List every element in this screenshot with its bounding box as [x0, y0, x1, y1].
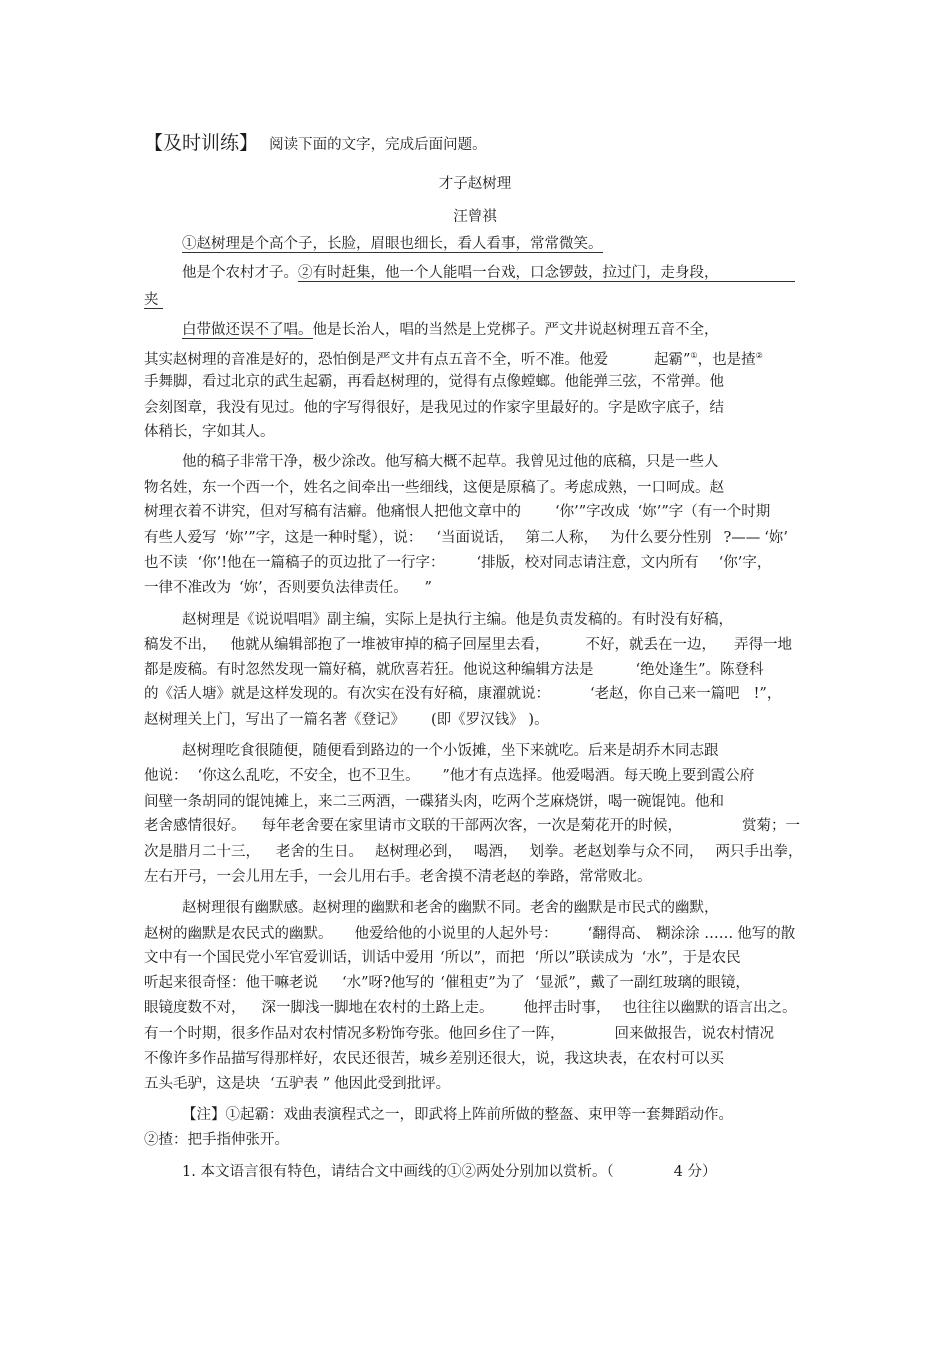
question-1: 1. 本文语言很有特色，请结合文中画线的①②两处分别加以赏析。（ 4 分）	[182, 1164, 717, 1180]
section-title: 及时训练	[163, 132, 240, 154]
paragraph-line: 他说： ‘你这么乱吃，不安全，也不卫生。 ”他才有点选择。他爱喝酒。每天晚上要到霞公府	[144, 768, 755, 784]
paragraph-line: 赵树理吃食很随便，随便看到路边的一个小饭摊，坐下来就吃。后来是胡乔木同志跟	[182, 743, 719, 759]
paragraph-line: 他是个农村才子。②有时赶集，他一个人能唱一台戏，口念锣鼓，拉过门，走身段，	[182, 263, 795, 283]
exercise-header	[144, 128, 487, 155]
paragraph-line: 夹	[144, 290, 163, 310]
paragraph-line: 赵树理是《说说唱唱》副主编，实际上是执行主编。他是负责发稿的。有时没有好稿，	[182, 612, 733, 628]
underlined-passage-2: ②有时赶集，他一个人能唱一台戏，口念锣鼓，拉过门，走身段，	[298, 265, 795, 282]
paragraph-line: 他的稿子非常干净，极少涂改。他写稿大概不起草。我曾见过他的底稿，只是一些人	[182, 454, 719, 470]
paragraph-line: 听起来很奇怪：他干嘛老说 ‘水”呀?他写的 ‘催租吏”为了 ‘显派”，戴了一副红玻璃的眼镜，	[144, 975, 750, 991]
paragraph-line: 都是废稿。有时忽然发现一篇好稿，就欣喜若狂。他说这种编辑方法是 ‘绝处逢生”。陈登科	[144, 662, 764, 678]
paragraph-line: 白带做还误不了唱。他是长治人，唱的当然是上党梆子。严文井说赵树理五音不全，	[182, 322, 719, 338]
paragraph-line: 不像许多作品描写得那样好，农民还很苦，城乡差别还很大，说，我这块表，在农村可以买	[144, 1051, 724, 1067]
paragraph-line: 眼镜度数不对， 深一脚浅一脚地在农村的土路上走。 他抨击时事， 也往往以幽默的语言出之。	[144, 1000, 797, 1016]
paragraph-line: 有些人爱写 ‘妳’”字，这是一种时髦），说： ‘当面说话， 第二人称， 为什么要分性别 ?—— ‘妳’	[144, 530, 788, 546]
paragraph-line: 赵树理很有幽默感。赵树理的幽默和老舍的幽默不同。老舍的幽默是市民式的幽默，	[182, 900, 719, 916]
article-author: 汪曾祺	[453, 209, 497, 225]
paragraph-line	[182, 234, 603, 254]
paragraph-line: 次是腊月二十三， 老舍的生日。 赵树理必到， 喝酒， 划拳。老赵划拳与众不同， 两只手出拳，	[144, 844, 803, 860]
paragraph-line: 五头毛驴，这是块 ‘五驴表 ” 他因此受到批评。	[144, 1076, 451, 1092]
paragraph-line: 其实赵树理的音准是好的，恐怕倒是严文井有点五音不全，听不准。他爱 起霸”①，也是揸②	[144, 351, 763, 368]
instruction-text: 阅读下面的文字，完成后面问题。	[269, 137, 487, 153]
paragraph-line: 也不读 ‘你’!他在一篇稿子的页边批了一行字： ‘排版，校对同志请注意，文内所有 ‘你’字，	[144, 555, 772, 571]
paragraph-line: 赵树的幽默是农民式的幽默。 他爱给他的小说里的人起外号： ‘翻得高、 糊涂涂 …… 他写的散	[144, 926, 796, 942]
paragraph-line: 手舞脚，看过北京的武生起霸，再看赵树理的，觉得有点像螳螂。他能弹三弦，不常弹。他	[144, 374, 724, 390]
paragraph-line: 间壁一条胡同的馄饨摊上，来二三两酒，一碟猪头肉，吃两个芝麻烧饼，喝一碗馄饨。他和	[144, 794, 724, 810]
footnote-1: 【注】①起霸：戏曲表演程式之一，即武将上阵前所做的整盔、束甲等一套舞蹈动作。	[182, 1107, 733, 1123]
paragraph-line: 体稍长，字如其人。	[144, 424, 275, 440]
paragraph-line: 一律不准改为 ‘妳’，否则要负法律责任。 ”	[144, 580, 432, 596]
paragraph-line: 的《活人塘》就是这样发现的。有次实在没有好稿，康濯就说： ‘老赵，你自己来一篇吧 !”，	[144, 686, 782, 702]
paragraph-line: 树理衣着不讲究，但对写稿有洁癖。他痛恨人把他文章中的 ‘你’”字改成 ‘妳’”字（有一个时期	[144, 504, 771, 520]
bracket-close: 】	[239, 132, 259, 154]
paragraph-line: 老舍感情很好。 每年老舍要在家里请市文联的干部两次客，一次是菊花开的时候， 赏菊；一	[144, 818, 800, 834]
paragraph-line: 有一个时期，很多作品对农村情况多粉饰夸张。他回乡住了一阵， 回来做报告，说农村情况	[144, 1026, 774, 1042]
paragraph-line: 文中有一个国民党小军官爱训话，训话中爱用 ‘所以”，而把 ‘所以”联读成为 ‘水”，于是农民	[144, 950, 741, 966]
paragraph-line: 会刻图章，我没有见过。他的字写得很好，是我见过的作家字里最好的。字是欧字底子，结	[144, 400, 724, 416]
paragraph-line: 赵树理关上门，写出了一篇名著《登记》 (即《罗汉钱》 )。	[144, 712, 549, 728]
paragraph-line: 物名姓，东一个西一个，姓名之间牵出一些细线，这便是原稿了。考虑成熟，一口呵成。赵	[144, 480, 724, 496]
underlined-passage-2-end: 白带做还误不了唱。	[182, 322, 313, 338]
paragraph-line: 稿发不出， 他就从编辑部抱了一堆被审掉的稿子回屋里去看， 不好，就丢在一边， 弄得一地	[144, 637, 792, 653]
article-title: 才子赵树理	[438, 176, 512, 192]
underlined-passage-1: ①赵树理是个高个子，长脸，眉眼也细长，看人看事，常常微笑。	[182, 236, 603, 252]
bracket-open: 【	[144, 132, 164, 154]
paragraph-line: 左右开弓，一会儿用左手，一会儿用右手。老舍摸不清老赵的拳路，常常败北。	[144, 869, 652, 885]
footnote-2: ②揸：把手指伸张开。	[144, 1132, 289, 1148]
